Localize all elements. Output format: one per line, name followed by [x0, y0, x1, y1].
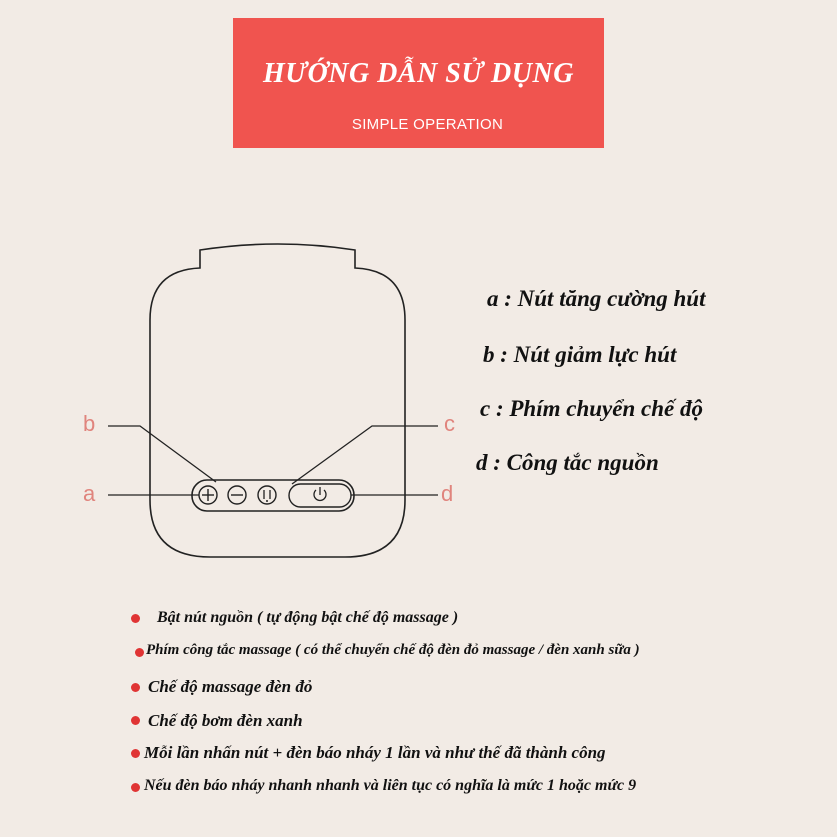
bullet-dot — [135, 648, 144, 657]
bullet-dot — [131, 783, 140, 792]
plus-icon — [199, 486, 217, 504]
callout-b: b — [83, 411, 96, 436]
callout-d: d — [441, 481, 454, 506]
instruction-item-2: Phím công tắc massage ( có thể chuyển chế độ đèn đỏ massage / đèn xanh sữa ) — [146, 642, 640, 658]
power-icon — [289, 484, 351, 507]
leader-b — [108, 426, 216, 482]
instruction-item-4: Chế độ bơm đèn xanh — [148, 711, 303, 730]
instruction-item-5: Mỗi lần nhấn nút + đèn báo nháy 1 lần và như thế đã thành công — [144, 743, 606, 762]
mode-icon — [258, 486, 276, 504]
legend-item-b: b : Nút giảm lực hút — [483, 342, 677, 367]
minus-icon — [228, 486, 246, 504]
leader-c — [292, 426, 438, 484]
legend-item-a: a : Nút tăng cường hút — [487, 286, 706, 311]
bullet-dot — [131, 716, 140, 725]
bullet-dot — [131, 683, 140, 692]
banner-subtitle: SIMPLE OPERATION — [351, 116, 504, 133]
instruction-item-3: Chế độ massage đèn đỏ — [148, 677, 313, 696]
leader-lines — [108, 426, 438, 495]
bullet-dot — [131, 749, 140, 758]
device-body — [150, 244, 405, 557]
bullet-dot — [131, 614, 140, 623]
legend-item-d: d : Công tắc nguồn — [476, 450, 659, 475]
legend-item-c: c : Phím chuyển chế độ — [480, 396, 703, 421]
instruction-item-6: Nếu đèn báo nháy nhanh nhanh và liên tục có nghĩa là mức 1 hoặc mức 9 — [144, 777, 637, 794]
callout-c: c — [444, 411, 455, 436]
instruction-item-1: Bật nút nguồn ( tự động bật chế độ massage ) — [157, 609, 459, 626]
banner-title: HƯỚNG DẪN SỬ DỤNG — [263, 58, 574, 89]
callout-a: a — [83, 481, 96, 506]
